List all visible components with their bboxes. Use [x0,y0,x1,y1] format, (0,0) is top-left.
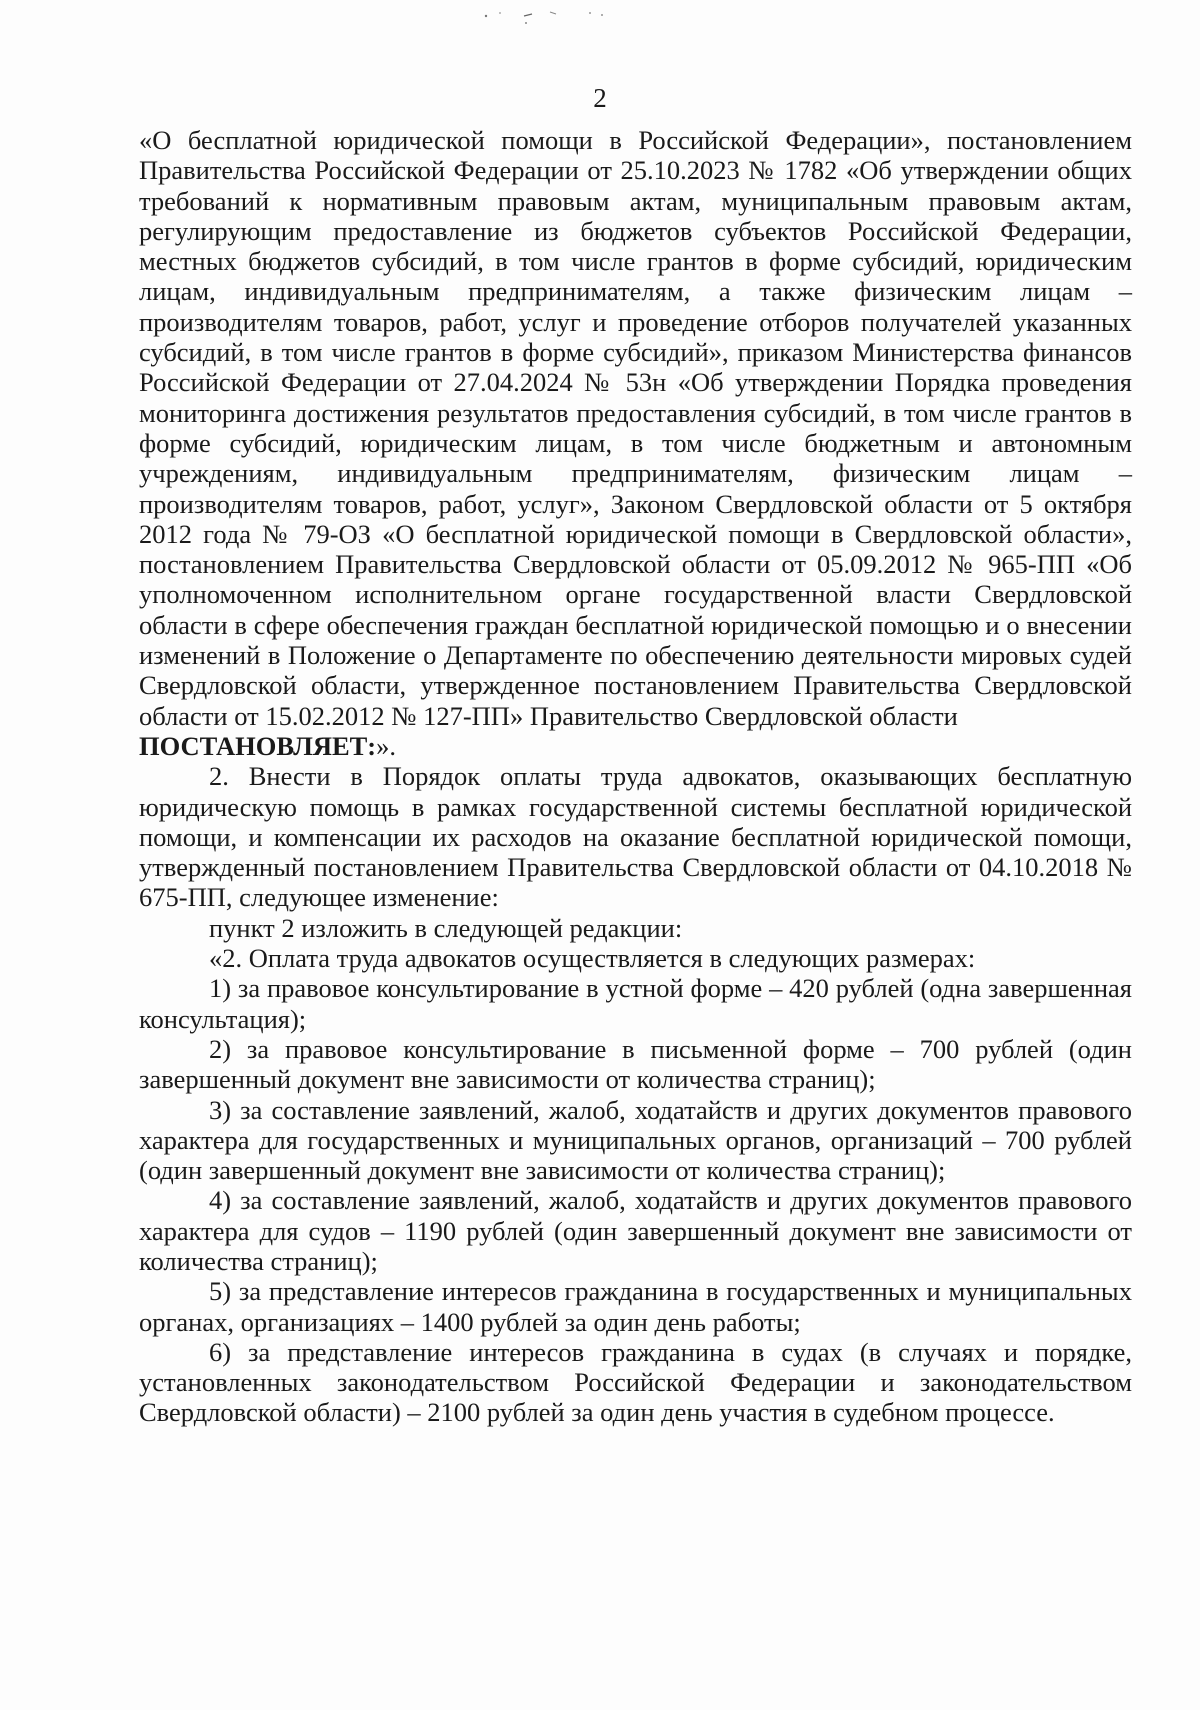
rate-item-6: 6) за представление интересов гражданина в судах (в случаях и порядке, установленных законодательством Российской Федерации и законодательством Свердловской области) – 2100 рублей за один день участия в судебном процессе. [139,1336,1132,1428]
scan-noise-marks [480,4,640,28]
decree-line [139,731,1132,761]
document-body [139,125,1132,1428]
page-number: 2 [593,83,607,113]
decree-word: ПОСТАНОВЛЯЕТ: [139,730,377,761]
rate-item-3: 3) за составление заявлений, жалоб, ходатайств и других документов правового характера для государственных и муниципальных органов, организаций – 700 рублей (один завершенный документ вне зависимости от количества страниц); [139,1094,1132,1186]
intro-paragraph: «О бесплатной юридической помощи в Российской Федерации», постановлением Правительства Российской Федерации от 25.10.2023 № 1782 «Об утверждении общих требований к нормативным правовым актам, муниципальным правовым актам, регулирующим предоставление из бюджетов субъектов Российской Федерации, местных бюджетов субсидий, в том числе грантов в форме субсидий, юридическим лицам, индивидуальным предпринимателям, а также физическим лицам – производителям товаров, работ, услуг и проведение отборов получателей указанных субсидий, в том числе грантов в форме субсидий», приказом Министерства финансов Российской Федерации от 27.04.2024 № 53н «Об утверждении Порядка проведения мониторинга достижения результатов предоставления субсидий, в том числе грантов в форме субсидий, юридическим лицам, в том числе бюджетным и автономным учреждениям, индивидуальным предпринимателям, физическим лицам – производителям товаров, работ, услуг», Законом Свердловской области от 5 октября 2012 года № 79-ОЗ «О бесплатной юридической помощи в Свердловской области», постановлением Правительства Свердловской области от 05.09.2012 № 965-ПП «Об уполномоченном исполнительном органе государственной власти Свердловской области в сфере обеспечения граждан бесплатной юридической помощью и о внесении изменений в Положение о Департаменте по обеспечению деятельности мировых судей Свердловской области, утвержденное постановлением Правительства Свердловской области от 15.02.2012 № 127-ПП» Правительство Свердловской области [139,125,1132,731]
instruction-paragraph: пункт 2 изложить в следующей редакции: [209,912,683,943]
rate-item-2: 2) за правовое консультирование в письменной форме – 700 рублей (один завершенный документ вне зависимости от количества страниц); [139,1033,1132,1095]
decree-suffix: ». [376,730,397,761]
item-2-paragraph: 2. Внести в Порядок оплаты труда адвокатов, оказывающих бесплатную юридическую помощь в рамках государственной системы бесплатной юридической помощи, и компенсации их расходов на оказание бесплатной юридической помощи, утвержденный постановлением Правительства Свердловской области от 04.10.2018 № 675-ПП, следующее изменение: [139,761,1132,913]
rate-item-5: 5) за представление интересов гражданина в государственных и муниципальных органах, организациях – 1400 рублей за один день работы; [139,1276,1132,1337]
new-clause-header: «2. Оплата труда адвокатов осуществляется в следующих размерах: [209,943,976,974]
rate-item-4: 4) за составление заявлений, жалоб, ходатайств и других документов правового характера для судов – 1190 рублей (один завершенный документ вне зависимости от количества страниц); [139,1185,1132,1276]
rate-item-1: 1) за правовое консультирование в устной форме – 420 рублей (одна завершенная консультация); [139,973,1132,1034]
